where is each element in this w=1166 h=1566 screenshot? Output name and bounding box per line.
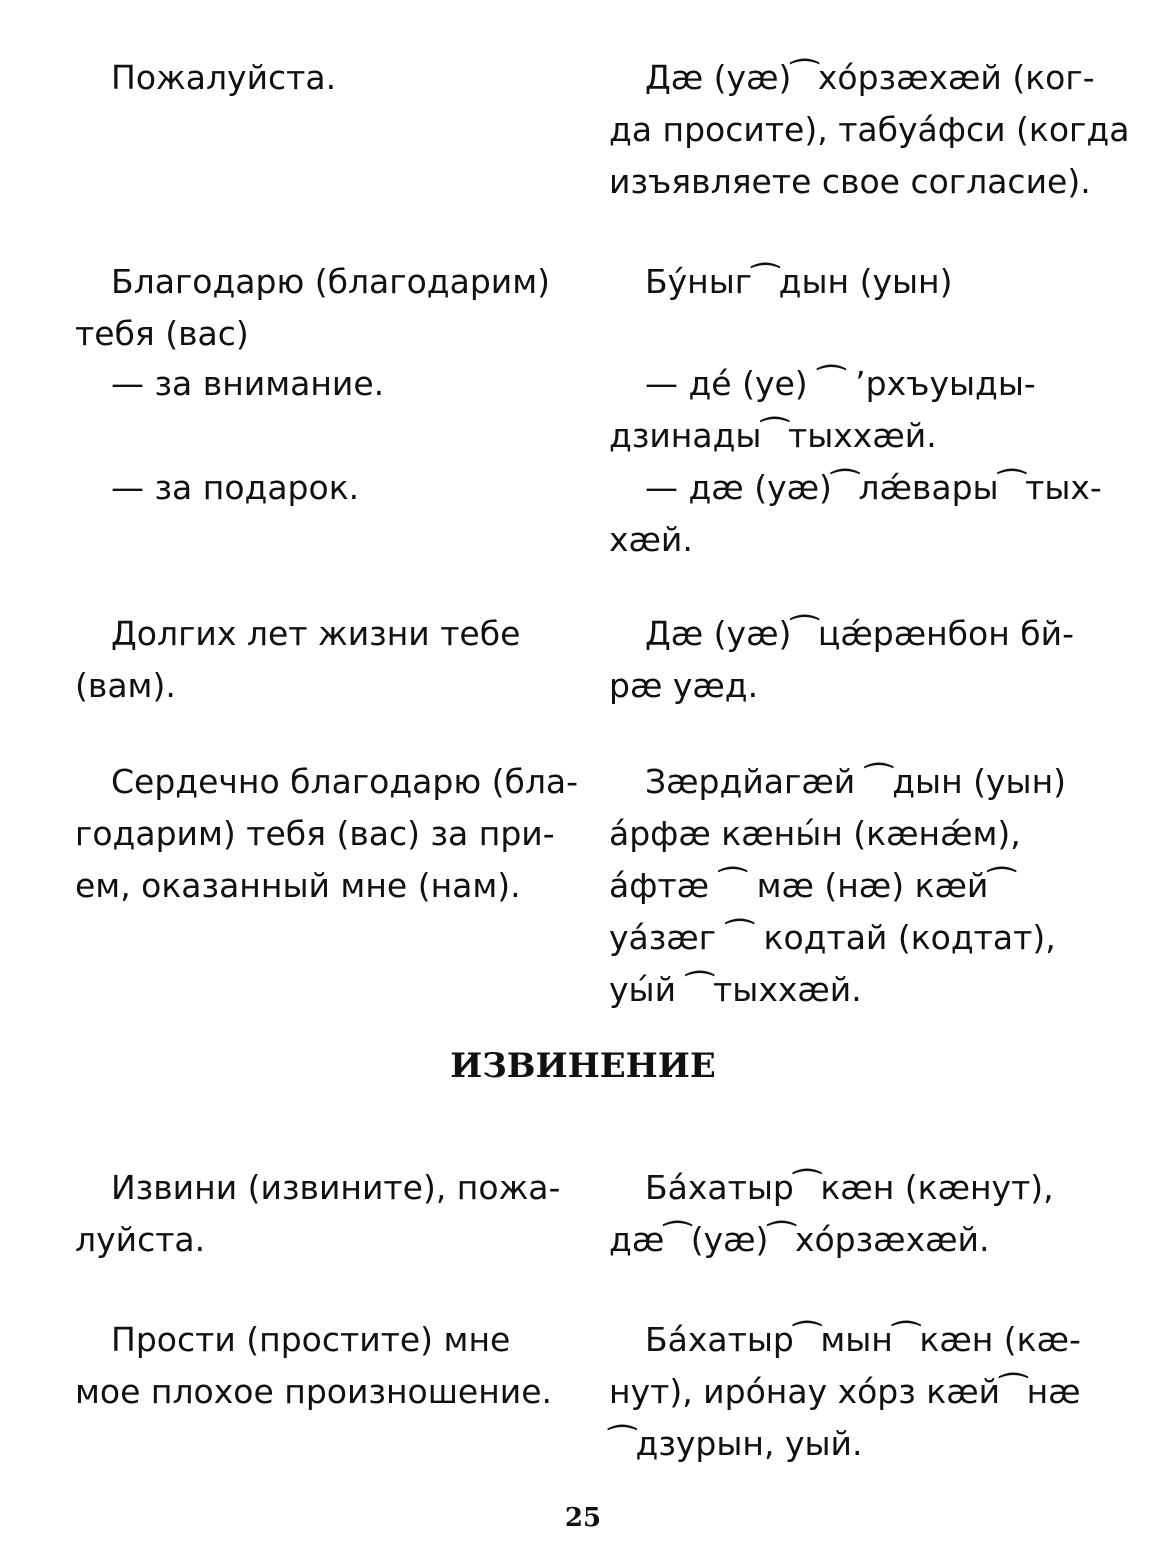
russian-phrase [75,462,551,514]
ossetian-translation [609,756,1085,1016]
russian-phrase [75,52,551,104]
ossetian-line: Бýныг⁀дын (уын) [645,262,953,301]
ossetian-line: ⁀дзурын, уый. [609,1424,863,1463]
ossetian-translation [609,52,1130,208]
ossetian-line: уáзæг ⁀ кодтай (кодтат), [609,918,1056,957]
russian-phrase [75,756,579,912]
page-number: 25 [564,1503,602,1533]
ossetian-translation [609,1162,1085,1266]
russian-line: (вам). [75,666,176,705]
ossetian-line: дзинады⁀тыххæй. [609,416,937,455]
ossetian-line: уы́й ⁀тыххæй. [609,970,862,1009]
ossetian-line: áрфæ кæны́н (кæнǽм), [609,814,1021,853]
russian-phrase [75,256,551,360]
ossetian-line: рæ уæд. [609,666,759,705]
ossetian-line: — дæ (уæ)⁀лǽвары⁀тых- [645,468,1102,507]
ossetian-translation [609,1314,1085,1470]
ossetian-line: — дé (уе) ⁀ ’рхъуыды- [645,364,1036,403]
russian-line: тебя (вас) [75,314,249,353]
russian-line: Извини (извините), пожа- [111,1168,561,1207]
ossetian-line: Дæ (уæ)⁀хóрзæхæй (ког- [645,58,1095,97]
russian-line: — за подарок. [111,468,360,507]
russian-line: Пожалуйста. [111,58,337,97]
ossetian-line: да просите), табуáфси (когда [609,110,1130,149]
russian-line: Сердечно благодарю (бла- [111,762,579,801]
russian-line: ем, оказанный мне (нам). [75,866,521,905]
russian-phrase [75,1314,551,1418]
ossetian-line: дæ⁀(уæ)⁀хóрзæхæй. [609,1220,990,1259]
russian-line: мое плохое произношение. [75,1372,553,1411]
ossetian-line: áфтæ ⁀ мæ (нæ) кæй⁀ [609,866,1015,905]
ossetian-line: нут), ирóнау хóрз кæй⁀нæ [609,1372,1081,1411]
russian-phrase [75,1162,561,1266]
russian-line: годарим) тебя (вас) за при- [75,814,555,853]
ossetian-line: Бáхатыр⁀кæн (кæнут), [645,1168,1054,1207]
ossetian-translation [609,462,1102,566]
ossetian-line: Зæрдйагæй ⁀дын (уын) [645,762,1067,801]
russian-line: Долгих лет жизни тебе [111,614,521,653]
section-heading: ИЗВИНЕНИЕ [450,1046,716,1086]
ossetian-translation [609,608,1085,712]
ossetian-line: Бáхатыр⁀мын⁀кæн (кæ- [645,1320,1081,1359]
ossetian-translation [609,256,1085,308]
ossetian-line: хæй. [609,520,693,559]
ossetian-translation [609,358,1085,462]
russian-phrase [75,358,551,410]
russian-line: — за внимание. [111,364,385,403]
russian-line: Прости (простите) мне [111,1320,511,1359]
russian-line: Благодарю (благодарим) [111,262,551,301]
russian-line: луйста. [75,1220,206,1259]
ossetian-line: изъявляете свое согласие). [609,162,1091,201]
ossetian-line: Дæ (уæ)⁀цǽрæнбон бй- [645,614,1074,653]
russian-phrase [75,608,551,712]
